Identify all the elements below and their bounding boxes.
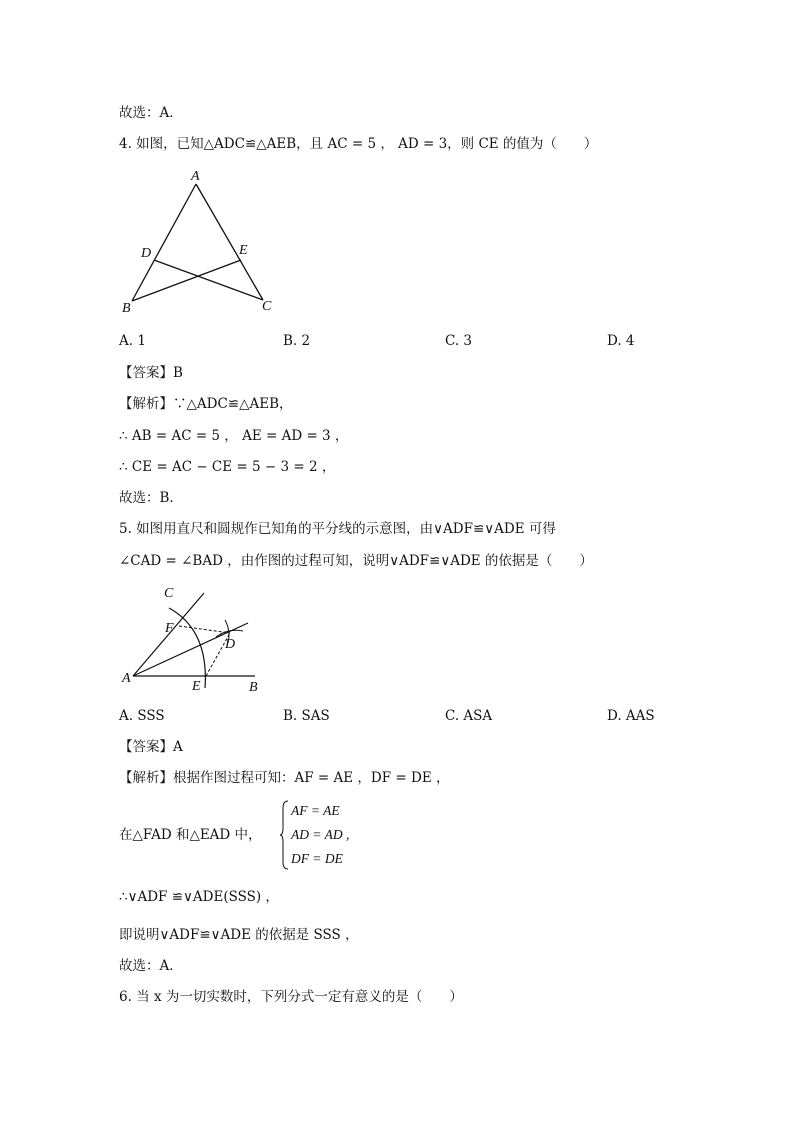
label-D: D (225, 637, 236, 652)
q4-option-b: B. 2 (283, 333, 311, 349)
label-F: F (165, 621, 174, 636)
q5-answer: 【答案】A (119, 739, 183, 755)
triangle-figure-q4 (112, 164, 282, 319)
q4-option-a: A. 1 (119, 333, 146, 349)
line-AB (132, 184, 196, 301)
system-eq-3: DF = DE (291, 851, 343, 866)
q5-option-d: D. AAS (607, 708, 655, 724)
label-E: E (239, 243, 248, 258)
q4-analysis-2: ∴ AB = AC = 5 ， AE = AD = 3 ， (119, 428, 349, 444)
question-6: 6. 当 x 为一切实数时，下列分式一定有意义的是（ ） (119, 989, 463, 1005)
q5-explain: 即说明∨ADF≌∨ADE 的依据是 SSS ， (119, 927, 359, 943)
q5-option-c: C. ASA (445, 708, 493, 724)
q5-therefore: ∴∨ADF ≌∨ADE(SSS) ， (119, 889, 279, 905)
question-5-line-2: ∠CAD = ∠BAD ，由作图的过程可知，说明∨ADF≌∨ADE 的依据是（ ） (119, 553, 593, 569)
q5-analysis-1: 【解析】根据作图过程可知：AF = AE ，DF = DE ， (119, 770, 450, 786)
q5-option-b: B. SAS (283, 708, 330, 724)
line-DC (154, 260, 263, 300)
label-B: B (249, 680, 258, 695)
label-C: C (164, 586, 174, 601)
q4-choose: 故选：B． (119, 490, 183, 506)
q5-in-triangles: 在△FAD 和△EAD 中， (119, 827, 262, 843)
line-BE (132, 260, 241, 301)
label-D: D (141, 246, 152, 261)
q4-option-c: C. 3 (445, 333, 473, 349)
q4-analysis-1: 【解析】∵△ADC≌△AEB， (119, 396, 293, 412)
q4-option-d: D. 4 (607, 333, 635, 349)
q5-option-a: A. SSS (119, 708, 165, 724)
left-brace-icon (279, 800, 289, 870)
system-eq-1: AF = AE (291, 803, 340, 818)
label-B: B (122, 301, 131, 316)
question-5-line-1: 5. 如图用直尺和圆规作已知角的平分线的示意图，由∨ADF≌∨ADE 可得 (119, 521, 556, 537)
q5-choose: 故选：A． (119, 958, 183, 974)
q4-answer: 【答案】B (119, 365, 183, 381)
question-4: 4. 如图，已知△ADC≌△AEB，且 AC = 5 ， AD = 3，则 CE 的值为（ ） (119, 136, 598, 152)
system-eq-2: AD = AD , (291, 827, 350, 842)
label-A: A (122, 671, 131, 686)
segment-FD (179, 626, 230, 633)
prev-answer-choose: 故选：A． (119, 105, 183, 121)
angle-bisector-figure-q5 (112, 576, 272, 698)
line-AC (196, 184, 263, 300)
q4-analysis-3: ∴ CE = AC − CE = 5 − 3 = 2 ， (119, 459, 336, 475)
label-C: C (262, 299, 272, 314)
label-A: A (191, 169, 200, 184)
label-E: E (192, 679, 201, 694)
